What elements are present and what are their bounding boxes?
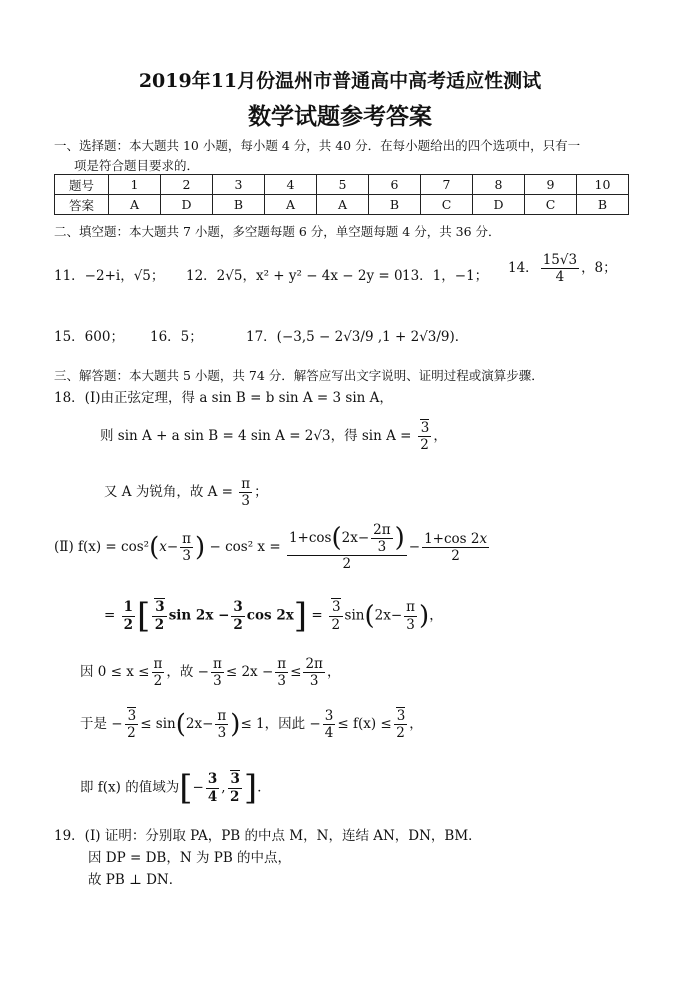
q19-line2: 因 DP = DB，N 为 PB 的中点， xyxy=(88,850,292,866)
answer-q16: 16．5； xyxy=(150,329,203,345)
table-cell: B xyxy=(369,195,421,215)
text: 即 f(x) 的值域为 xyxy=(80,779,180,796)
q19-line1: 19．(Ⅰ) 证明：分别取 PA，PB 的中点 M，N，连结 AN，DN，BM． xyxy=(54,828,482,844)
punct: ， xyxy=(429,607,443,624)
table-cell: 1 xyxy=(109,175,161,195)
answer-table xyxy=(54,174,629,215)
header-label: 题号 xyxy=(55,175,109,195)
q14-tail: ，8； xyxy=(581,260,617,277)
table-cell: B xyxy=(577,195,629,215)
text: ≤ xyxy=(290,664,302,681)
answer-q13: 13．1，−1； xyxy=(402,268,489,284)
text: ， xyxy=(409,716,423,733)
q18-line2-text: 则 sin A + a sin B = 4 sin A = 2√3，得 sin A = xyxy=(100,428,412,445)
q18-part2-line2: = $\frac{1}{2}$ [ $\frac{3}{2}$ sin 2x − $\frac{3}{2}$ cos 2x] = $\frac{3}{2}$ sin(2x− $\frac{\pi}{3}$ )， xyxy=(104,596,443,636)
table-cell: 5 xyxy=(317,175,369,195)
text: ≤ f(x) ≤ xyxy=(337,716,392,733)
table-row-answers xyxy=(55,195,629,215)
answer-q14 xyxy=(508,252,617,285)
q18-part2-line1: (Ⅱ) f(x) = cos²(x− $\frac{\pi}{3}$ ) − cos² x = 1+cos(2x− $\frac{2\pi}{3}$ ) 2 − $\frac{1+\cos 2x}{2}$ xyxy=(54,522,488,573)
fraction: $\frac{1+\cos 2x}{2}$ xyxy=(424,530,488,564)
section2-heading: 二、填空题：本大题共 7 小题，多空题每题 6 分，单空题每题 4 分，共 36 分． xyxy=(54,224,501,239)
q18-line1: 18．(Ⅰ)由正弦定理，得 a sin B = b sin A = 3 sin A， xyxy=(54,390,393,406)
table-cell: A xyxy=(265,195,317,215)
section1-heading-line1: 一、选择题：本大题共 10 小题，每小题 4 分，共 40 分．在每小题给出的四个选项中，只有一 xyxy=(54,138,581,153)
text: ≤ 2x − xyxy=(225,664,274,681)
q18-line3-text: 又 A 为锐角，故 A = xyxy=(104,484,233,501)
table-cell: C xyxy=(421,195,473,215)
q18-line2 xyxy=(100,420,447,453)
fraction: $\frac{\pi}{3}$ xyxy=(241,476,251,510)
answer-q11: 11．−2+i，√5； xyxy=(54,268,165,284)
table-cell: 2 xyxy=(161,175,213,195)
table-cell: B xyxy=(213,195,265,215)
text: 因 0 ≤ x ≤ xyxy=(80,664,150,681)
q18-part2-text: (Ⅱ) f(x) = cos² xyxy=(54,538,150,555)
punct: ， xyxy=(433,428,447,445)
table-cell: D xyxy=(473,195,525,215)
table-cell: D xyxy=(161,195,213,215)
text: ≤ sin xyxy=(140,716,176,733)
table-cell: 3 xyxy=(213,175,265,195)
text: 于是 − xyxy=(80,716,123,733)
answer-label: 答案 xyxy=(55,195,109,215)
text: ． xyxy=(257,779,271,796)
q18-part2-line5: 即 f(x) 的值域为[− $\frac{3}{4}$ , $\frac{3}{2}$ ]． xyxy=(80,768,271,808)
text: ， xyxy=(326,664,341,681)
table-cell: 9 xyxy=(525,175,577,195)
answer-q15: 15．600； xyxy=(54,329,124,345)
punct: ； xyxy=(254,484,268,501)
table-cell: 4 xyxy=(265,175,317,195)
text: ≤ 1，因此 − xyxy=(240,716,321,733)
q18-part2-line3: 因 0 ≤ x ≤ $\frac{\pi}{2}$ ，故 − $\frac{\pi}{3}$ ≤ 2x − $\frac{\pi}{3}$ ≤ $\frac{2\pi}{3}$ ， xyxy=(80,656,341,690)
table-cell: A xyxy=(317,195,369,215)
table-cell: 8 xyxy=(473,175,525,195)
q18-line3 xyxy=(104,476,268,509)
q14-denominator: 4 xyxy=(555,269,565,286)
answer-q17: 17．(−3,5 − 2√3/9 ,1 + 2√3/9)． xyxy=(246,329,469,345)
q19-line3: 故 PB ⊥ DN． xyxy=(88,872,183,888)
section1-heading-line2: 项是符合题目要求的． xyxy=(74,158,200,173)
page-title: 2019年11月份温州市普通高中高考适应性测试 xyxy=(138,70,542,92)
table-cell: C xyxy=(525,195,577,215)
q14-numerator: 15√3 xyxy=(542,252,578,268)
q14-fraction xyxy=(541,252,579,285)
q18-part2-mid: − cos² x = xyxy=(209,538,281,555)
page-subtitle: 数学试题参考答案 xyxy=(248,103,432,130)
fraction: 1+cos(2x− $\frac{2\pi}{3}$ ) 2 xyxy=(288,522,405,573)
text: ，故 − xyxy=(166,664,209,681)
table-cell: 10 xyxy=(577,175,629,195)
q18-part2-line4: 于是 − $\frac{3}{2}$ ≤ sin(2x− $\frac{\pi}{3}$ )≤ 1，因此 − $\frac{3}{4}$ ≤ f(x) ≤ $\frac{3}{2}$ ， xyxy=(80,708,423,742)
section3-heading: 三、解答题：本大题共 5 小题，共 74 分．解答应写出文字说明、证明过程或演算步骤． xyxy=(54,368,544,383)
q14-label: 14． xyxy=(508,260,539,277)
table-cell: 6 xyxy=(369,175,421,195)
answer-q12: 12．2√5，x² + y² − 4x − 2y = 0 xyxy=(186,268,403,284)
table-row-numbers xyxy=(55,175,629,195)
fraction: $\frac{3}{2}$ xyxy=(418,420,432,453)
table-cell: 7 xyxy=(421,175,473,195)
table-cell: A xyxy=(109,195,161,215)
